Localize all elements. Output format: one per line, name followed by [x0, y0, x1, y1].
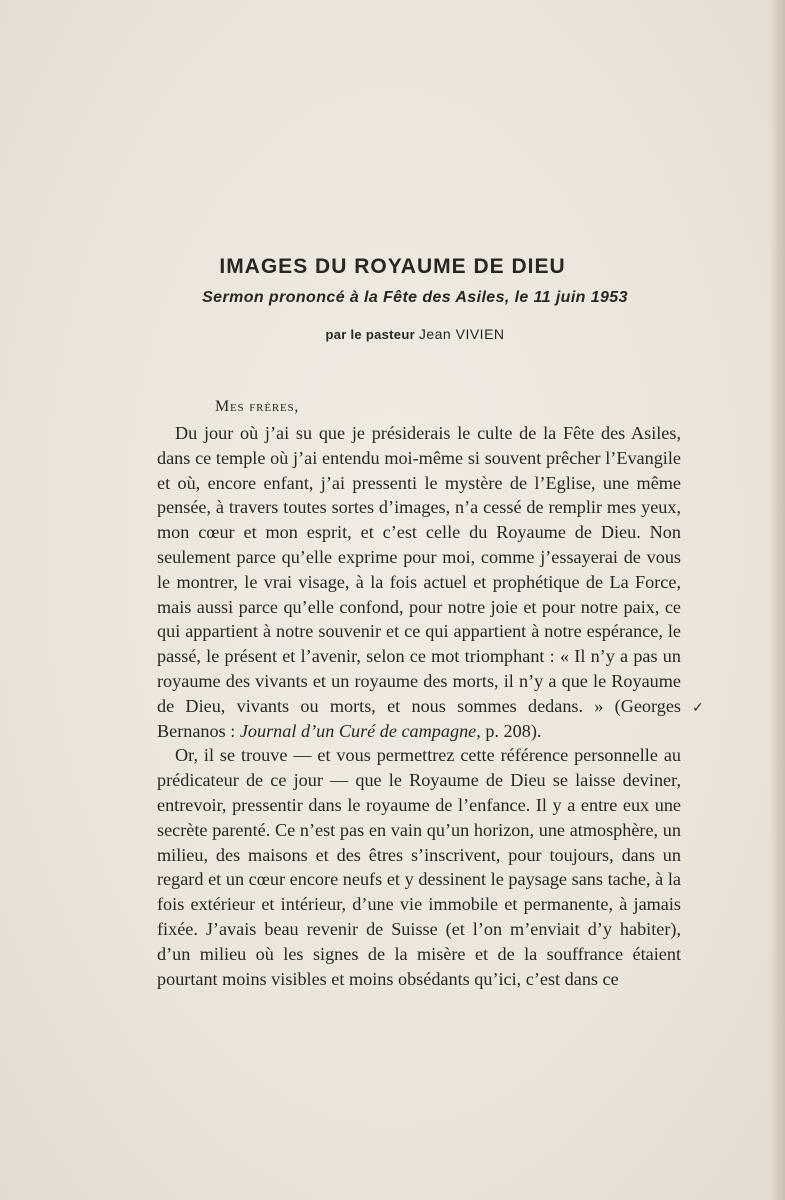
salutation: Mes frères, — [215, 398, 300, 415]
sermon-body — [157, 421, 681, 991]
paragraph-1-text: Du jour où j’ai su que je présiderais le culte de la Fête des Asiles, dans ce temple où j’ai entendu moi-même si souvent prêcher l’Evangile et où, encore enfant, j’ai pressenti le mystère de l’Eglise, une même pensée, à travers toutes sortes d’images, n’a cessé de remplir mes yeux, mon cœur et mon esprit, et c’est celle du Royaume de Dieu. Non seulement parce qu’elle exprime pour moi, comme j’essayerai de vous le montrer, le vrai visage, à la fois actuel et prophétique de La Force, mais aussi parce qu’elle confond, pour notre joie et pour notre paix, ce qui appartient à notre souvenir et ce qui appartient à notre espérance, le passé, le présent et l’avenir, selon ce mot triomphant : « Il n’y a pas un royaume des vivants et un royaume des morts, il n’y a que le Royaume de Dieu, vivants ou morts, et nous sommes dedans. » (Georges Bernanos : — [157, 423, 681, 741]
cited-work-title: Journal d’un Curé de campagne, — [239, 720, 481, 741]
paragraph-1 — [157, 421, 681, 743]
byline-prefix: par le pasteur — [325, 327, 415, 342]
article-subtitle: Sermon prononcé à la Fête des Asiles, le 11 juin 1953 — [202, 289, 628, 306]
author-name: Jean VIVIEN — [418, 326, 505, 342]
paragraph-2: Or, il se trouve — et vous permettrez cette référence personnelle au prédicateur de ce jour — que le Royaume de Dieu se laisse deviner, entrevoir, pressentir dans le royaume de l’enfance. Il y a entre eux une secrète parenté. Ce n’est pas en vain qu’un horizon, une atmosphère, un milieu, des maisons et des êtres s’inscrivent, pour toujours, dans un regard et un cœur encore neufs et y dessinent le paysage sans tache, à la fois extérieur et intérieur, d’une vie immobile et permanente, à jamais fixée. J’avais beau revenir de Suisse (et l’on m’enviait d’y habiter), d’un milieu où les signes de la misère et de la souffrance étaient pourtant moins visibles et moins obsédants qu’ici, c’est dans ce — [157, 745, 681, 989]
margin-pencil-mark: ✓ — [692, 701, 704, 716]
author-byline — [0, 326, 785, 342]
paragraph-1-citation-end: p. 208). — [480, 720, 542, 741]
page-edge-shadow — [769, 0, 785, 1200]
article-title: IMAGES DU ROYAUME DE DIEU — [219, 255, 566, 278]
